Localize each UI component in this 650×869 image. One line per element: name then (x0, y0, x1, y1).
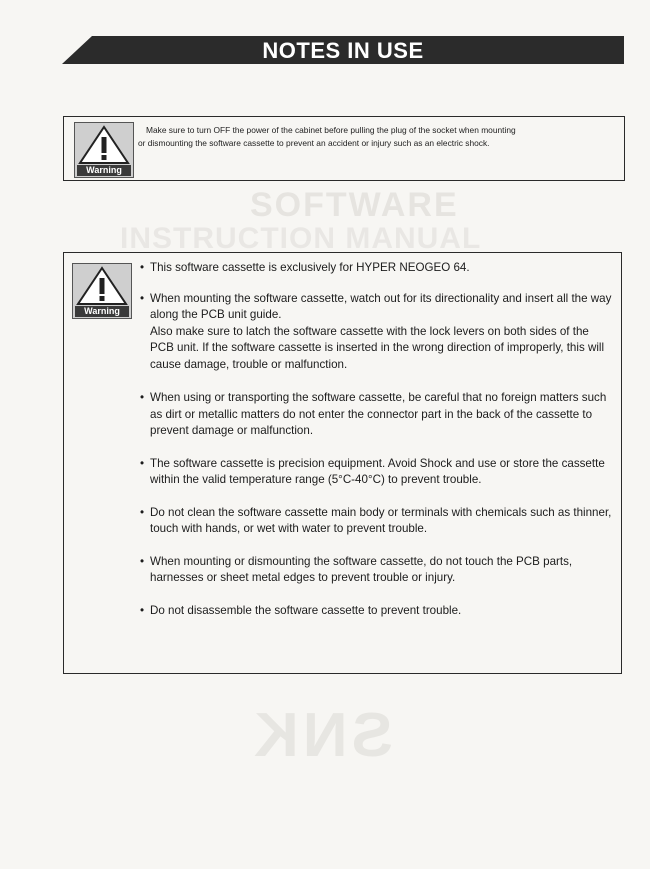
note-text: The software cassette is precision equipment. Avoid Shock and use or store the cassette within the valid temperature range (5°C-40°C) to prevent trouble. (150, 456, 605, 486)
power-warning-line-2: or dismounting the software cassette to prevent an accident or injury such as an electric shock. (138, 137, 490, 148)
warning-label: Warning (86, 165, 122, 175)
title-banner (62, 36, 624, 64)
note-item (140, 291, 614, 374)
note-text-continued: Also make sure to latch the software cassette with the lock levers on both sides of the PCB unit. If the software cassette is inserted in the wrong direction of improperly, this will cause damage, trouble or malfunction. (150, 324, 605, 371)
warning-label: Warning (84, 306, 120, 316)
warning-icon (72, 263, 132, 319)
bullet-icon: • (140, 391, 145, 404)
bleed-through-text: SOFTWARE (250, 186, 459, 224)
power-warning-line-1: Make sure to turn OFF the power of the cabinet before pulling the plug of the socket when mounting (146, 125, 516, 135)
bullet-icon: • (140, 261, 145, 274)
bullet-icon: • (140, 554, 145, 568)
bullet-icon: • (140, 456, 145, 470)
note-text: Do not clean the software cassette main body or terminals with chemicals such as thinner, touch with hands, or wet with water to prevent trouble. (150, 505, 612, 535)
note-item (140, 390, 614, 440)
note-text: When mounting or dismounting the software cassette, do not touch the PCB parts, harnesses or sheet metal edges to prevent trouble or injury. (150, 554, 573, 584)
power-warning-box (63, 116, 625, 181)
note-text: This software cassette is exclusively for HYPER NEOGEO 64. (150, 261, 470, 274)
note-text: When mounting the software cassette, watch out for its directionality and insert all the way along the PCB unit guide. (150, 291, 612, 321)
bullet-icon: • (140, 603, 145, 617)
notes-list (140, 258, 614, 619)
bleed-through-logo: SNK (250, 701, 393, 770)
power-warning-text (138, 124, 618, 149)
notes-box (63, 252, 622, 674)
warning-icon (74, 122, 134, 178)
note-item (140, 505, 614, 538)
bullet-icon: • (140, 291, 145, 305)
note-item (140, 603, 614, 620)
note-item (140, 456, 614, 489)
bullet-icon: • (140, 505, 145, 519)
page-title: NOTES IN USE (262, 38, 424, 63)
note-text: Do not disassemble the software cassette to prevent trouble. (150, 603, 462, 617)
note-item (140, 554, 614, 587)
note-item (140, 260, 614, 277)
note-text: When using or transporting the software cassette, be careful that no foreign matters such as dirt or metallic matters do not enter the connector part in the back of the cassette to prevent damage or malfunction. (150, 391, 607, 437)
bleed-through-text: INSTRUCTION MANUAL (120, 222, 482, 255)
